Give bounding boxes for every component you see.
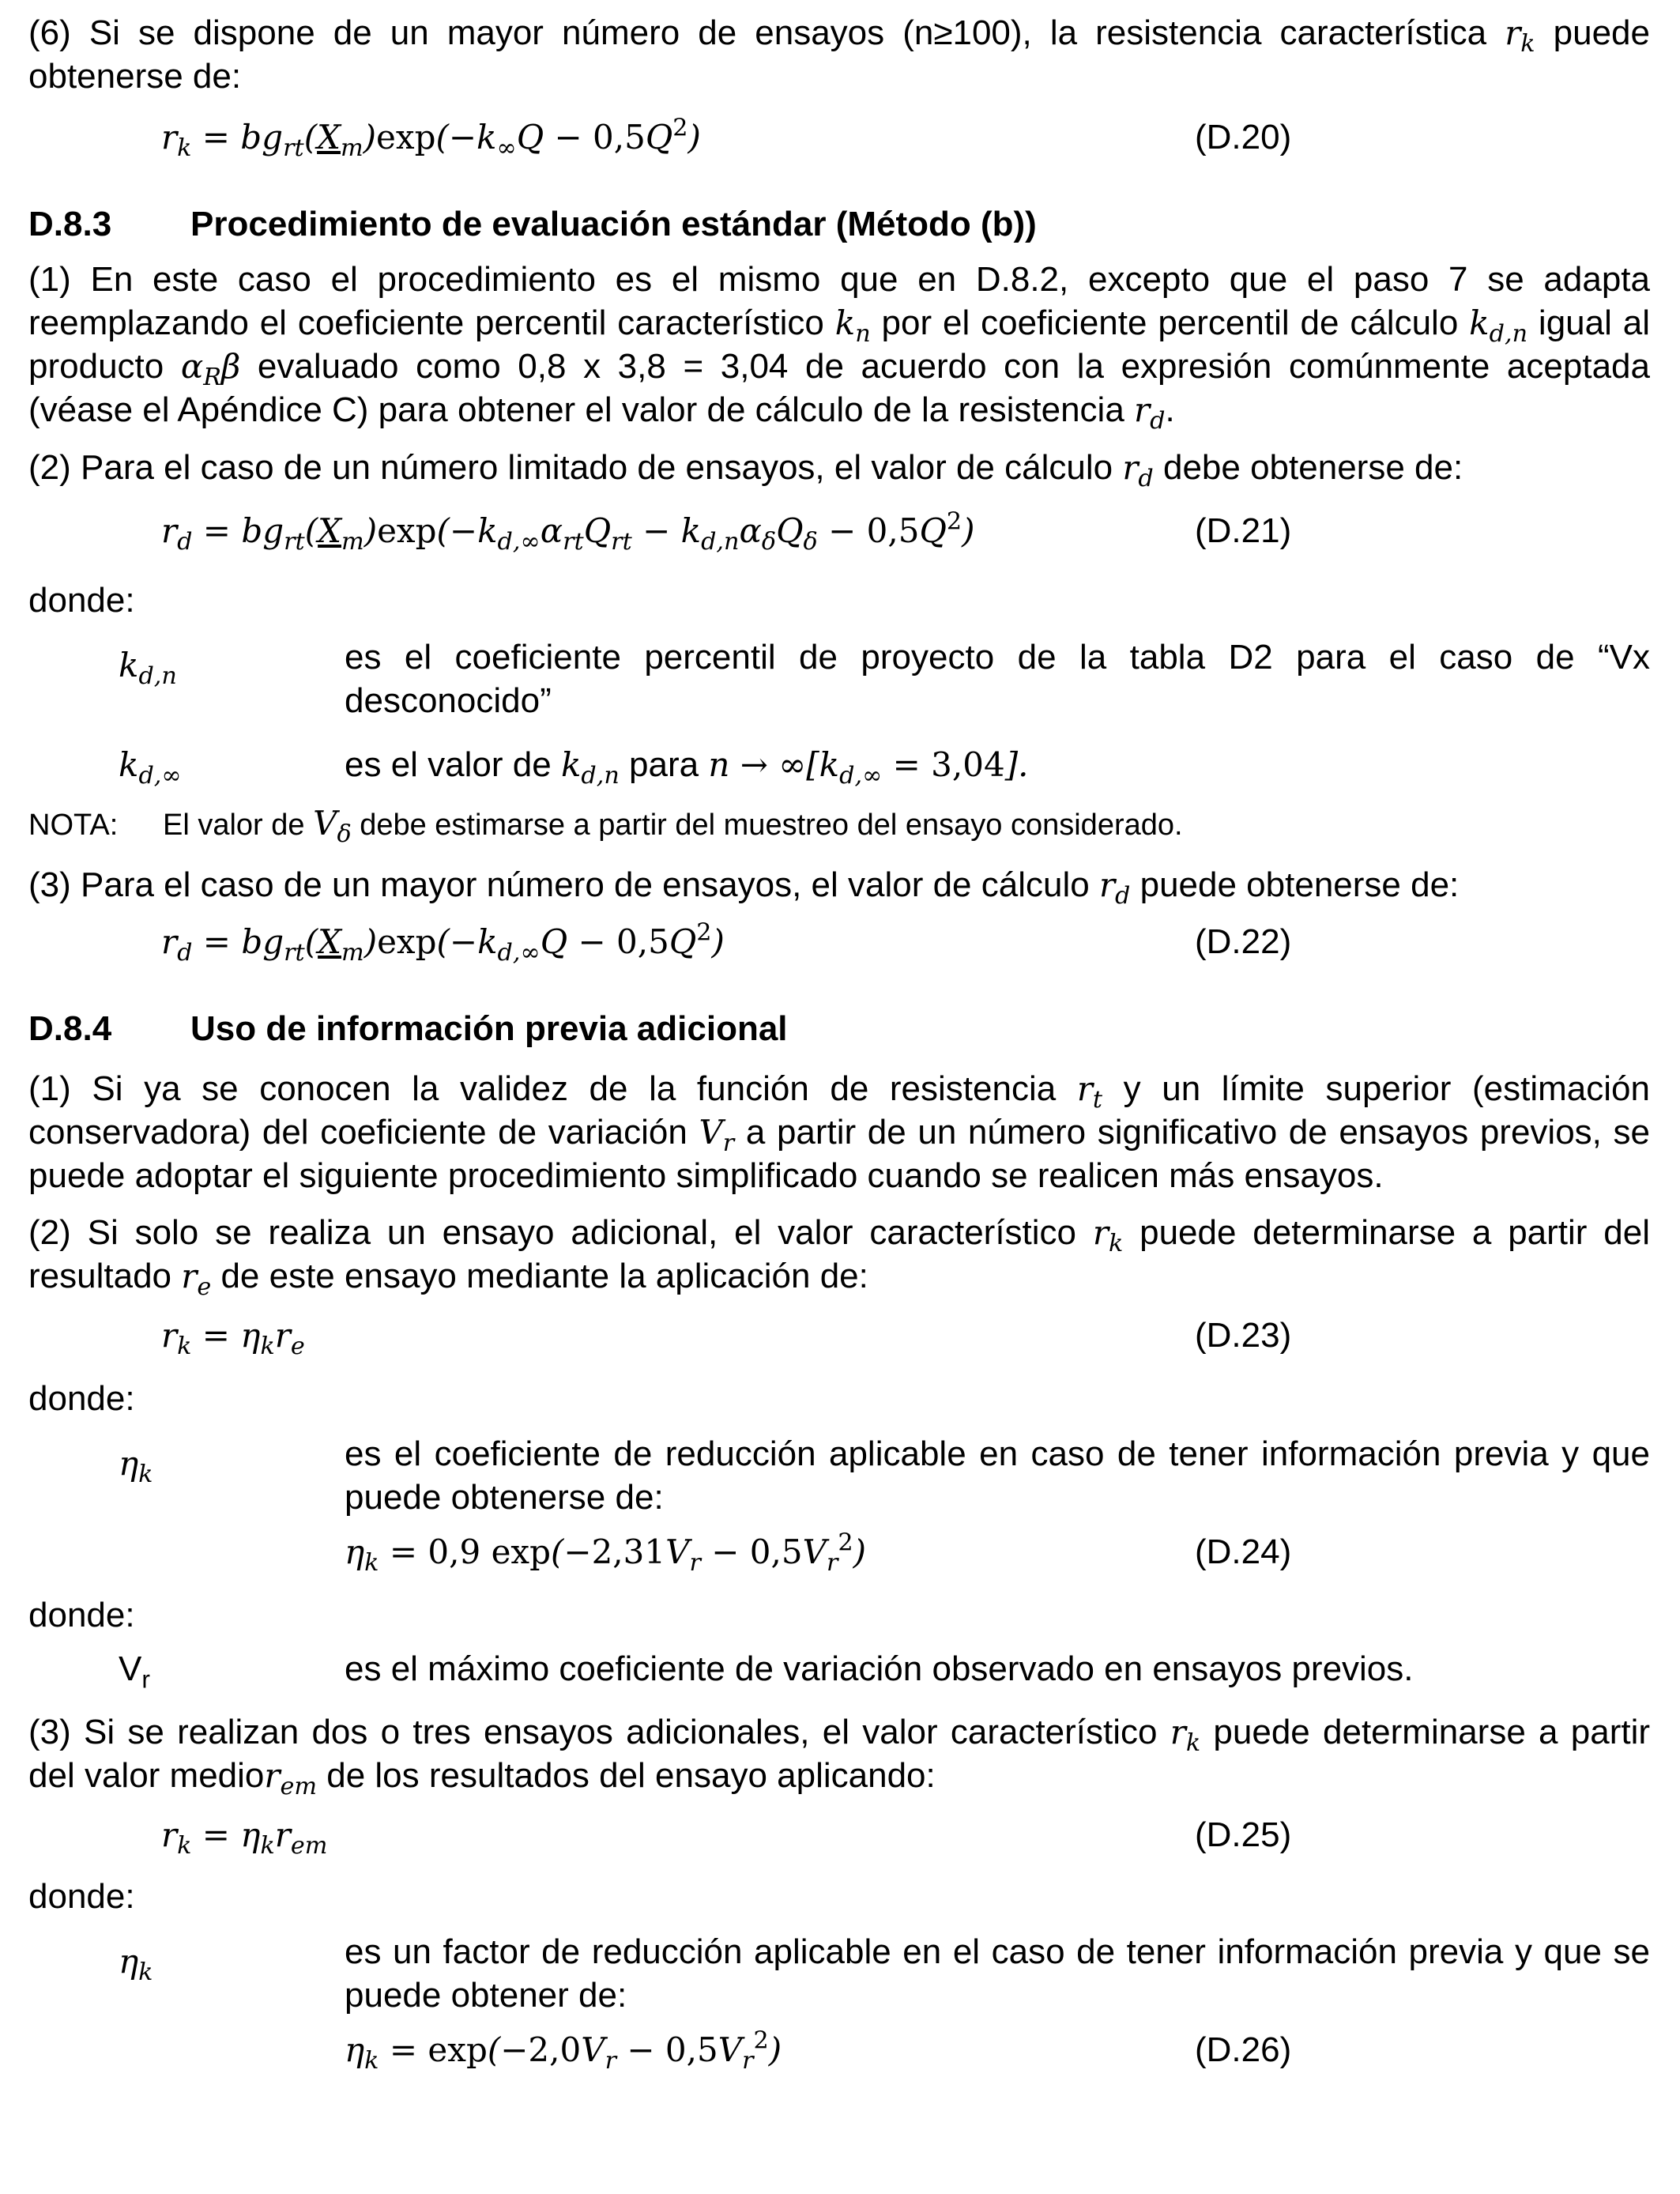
symbol-eta-k-2: $\eta_k$ bbox=[119, 1942, 153, 1987]
equation-number-d22: (D.22) bbox=[1195, 922, 1292, 961]
equation-d25: $r_k = \eta_kr_{em}$ bbox=[161, 1815, 328, 1860]
paragraph-d83-1: (1) En este caso el procedimiento es el mismo que en D.8.2, excepto que el paso 7 se adapta reemplazando el coeficiente percentil característico $k_n$ por el coeficiente percentil de cálculo $k_{d,n}$ igual al producto $\alpha_R\beta$ evaluado como 0,8 x 3,8 = 3,04 de acuerdo con la expresión comúnmente aceptada (véase el Apéndice C) para obtener el valor de cálculo de la resistencia $r_d$. bbox=[28, 260, 1650, 435]
section-heading-d83: D.8.3 Procedimiento de evaluación estándar (Método (b)) bbox=[28, 205, 1037, 243]
paragraph-d84-1: (1) Si ya se conocen la validez de la función de resistencia $r_t$ y un límite superior (estimación conservadora) del coeficiente de variación $V_r$ a partir de un número significativo de ensayos previos, se puede adoptar el siguiente procedimiento simplificado cuando se realicen más ensayos. bbox=[28, 1069, 1650, 1195]
equation-d24: $\eta_k = 0,9$ $\exp(-2,31V_r - 0,5V_r^2)$ bbox=[345, 1529, 867, 1578]
symbol-eta-k-1: $\eta_k$ bbox=[119, 1444, 153, 1489]
symbol-kdn: $k_{d,n}$ bbox=[119, 646, 177, 691]
equation-number-d23: (D.23) bbox=[1195, 1316, 1292, 1355]
definition-eta-k-2: es un factor de reducción aplicable en el caso de tener información previa y que se puede obtener de: bbox=[345, 1932, 1650, 2015]
paragraph-d83-2: (2) Para el caso de un número limitado de ensayos, el valor de cálculo $r_d$ debe obtenerse de: bbox=[28, 448, 1463, 493]
symbol-kdinf: $k_{d,\infty}$ bbox=[119, 745, 182, 790]
donde-label-2: donde: bbox=[28, 1379, 135, 1418]
donde-label-3: donde: bbox=[28, 1596, 135, 1634]
symbol-vr: $V_r$ bbox=[119, 1649, 150, 1694]
equation-number-d24: (D.24) bbox=[1195, 1532, 1292, 1571]
definition-eta-k-1: es el coeficiente de reducción aplicable en caso de tener información previa y que puede obtenerse de: bbox=[345, 1434, 1650, 1517]
math-rk: $r_k$ bbox=[1505, 13, 1535, 58]
paragraph-6: (6) Si se dispone de un mayor número de ensayos (n≥100), la resistencia característica $r_k$ puede obtenerse de: bbox=[28, 13, 1651, 96]
note: NOTA: El valor de $V_\delta$ debe estimarse a partir del muestreo del ensayo considerado. bbox=[28, 804, 1183, 849]
equation-number-d21: (D.21) bbox=[1195, 511, 1292, 550]
equation-d21: $r_d = bg_{rt}(X_m)\exp(-k_{d,\infty}\alpha_{rt}Q_{rt} - k_{d,n}\alpha_\delta Q_\delta - 0,5Q^2)$ bbox=[161, 507, 975, 556]
equation-d20: $r_k = bg_{rt}(X_m)\exp(-k_\infty Q - 0,5Q^2)$ bbox=[161, 114, 701, 163]
equation-d22: $r_d = bg_{rt}(X_m)\exp(-k_{d,\infty}Q - 0,5Q^2)$ bbox=[161, 918, 725, 967]
definition-kdn: es el coeficiente percentil de proyecto de la tabla D2 para el caso de “Vx desconocido” bbox=[345, 638, 1650, 720]
paragraph-d83-3: (3) Para el caso de un mayor número de ensayos, el valor de cálculo $r_d$ puede obtenerse de: bbox=[28, 865, 1460, 910]
equation-number-d25: (D.25) bbox=[1195, 1815, 1292, 1854]
equation-d23: $r_k = \eta_kr_e$ bbox=[161, 1316, 305, 1361]
paragraph-d84-3: (3) Si se realizan dos o tres ensayos adicionales, el valor característico $r_k$ puede determinarse a partir del valor medior$_{em}$ de los resultados del ensayo aplicando: bbox=[28, 1713, 1651, 1801]
donde-label-1: donde: bbox=[28, 581, 135, 620]
equation-number-d26: (D.26) bbox=[1195, 2030, 1292, 2069]
equation-number-d20: (D.20) bbox=[1195, 118, 1292, 156]
donde-label-4: donde: bbox=[28, 1877, 135, 1916]
definition-kdinf: es el valor de $k_{d,n}$ para $n \to \infty[k_{d,\infty} = 3,04]$. bbox=[345, 745, 1029, 790]
definition-vr: es el máximo coeficiente de variación observado en ensayos previos. bbox=[345, 1649, 1414, 1688]
section-heading-d84: D.8.4 Uso de información previa adicional bbox=[28, 1009, 788, 1048]
paragraph-d84-2: (2) Si solo se realiza un ensayo adicional, el valor característico $r_k$ puede determinarse a partir del resultado $r_e$ de este ensayo mediante la aplicación de: bbox=[28, 1213, 1650, 1302]
equation-d26: $\eta_k = \exp(-2,0V_r - 0,5V_r^2)$ bbox=[345, 2026, 782, 2075]
